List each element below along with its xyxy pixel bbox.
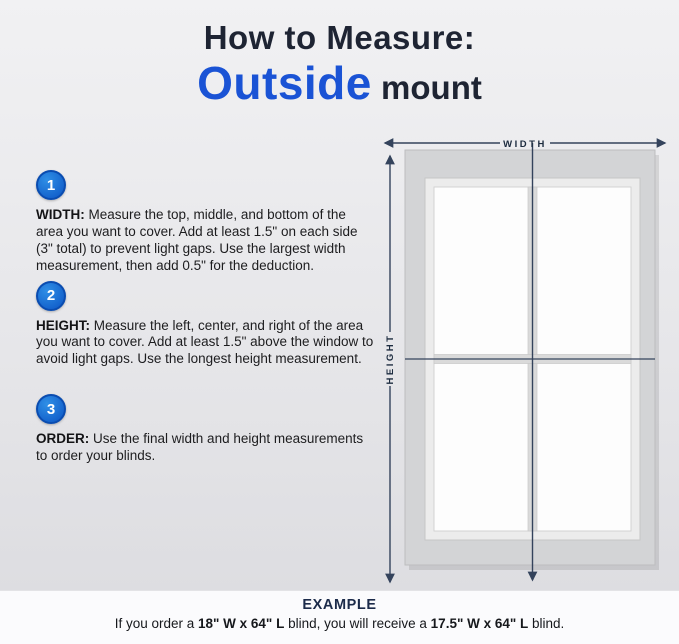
page-title bbox=[0, 0, 679, 109]
title-accent: Outside bbox=[197, 57, 372, 110]
step-3 bbox=[36, 394, 376, 465]
title-line1: How to Measure: bbox=[203, 19, 476, 56]
step-2 bbox=[36, 281, 376, 369]
window-measure-diagram bbox=[382, 134, 668, 588]
step-1-label: WIDTH: bbox=[36, 207, 85, 222]
title-line2 bbox=[0, 58, 679, 109]
example-middle: blind, you will receive a bbox=[284, 616, 431, 631]
step-2-number-badge: 2 bbox=[36, 281, 66, 311]
example-receive-size: 17.5" W x 64" L bbox=[430, 616, 529, 631]
step-3-body: Use the final width and height measurements to order your blinds. bbox=[36, 431, 364, 463]
title-suffix: mount bbox=[371, 69, 482, 107]
step-1-number-badge: 1 bbox=[36, 170, 66, 200]
example-prefix: If you order a bbox=[114, 616, 198, 631]
step-2-text bbox=[36, 318, 376, 369]
height-label: HEIGHT bbox=[385, 333, 396, 385]
example-suffix: blind. bbox=[528, 616, 565, 631]
example-footer bbox=[0, 590, 679, 644]
step-1-text bbox=[36, 207, 376, 275]
steps-column bbox=[36, 170, 376, 471]
step-3-label: ORDER: bbox=[36, 431, 90, 447]
step-1 bbox=[36, 170, 376, 275]
step-3-text bbox=[36, 431, 376, 465]
example-sentence bbox=[0, 616, 679, 631]
width-label: WIDTH bbox=[503, 139, 547, 150]
step-3-number-badge: 3 bbox=[36, 394, 66, 424]
example-heading: EXAMPLE bbox=[302, 597, 377, 613]
example-order-size: 18" W x 64" L bbox=[198, 616, 285, 631]
window-diagram-svg bbox=[382, 134, 668, 588]
step-2-label: HEIGHT: bbox=[36, 317, 90, 333]
step-2-body: Measure the left, center, and right of the area you want to cover. Add at least 1.5" above the window to avoid light gaps. Use the longest height measurement. bbox=[36, 317, 374, 367]
step-1-body: Measure the top, middle, and bottom of the area you want to cover. Add at least 1.5" on each side (3" total) to prevent light gaps. Use the largest width measurement, then add 0.5" for the deduction. bbox=[36, 207, 358, 273]
